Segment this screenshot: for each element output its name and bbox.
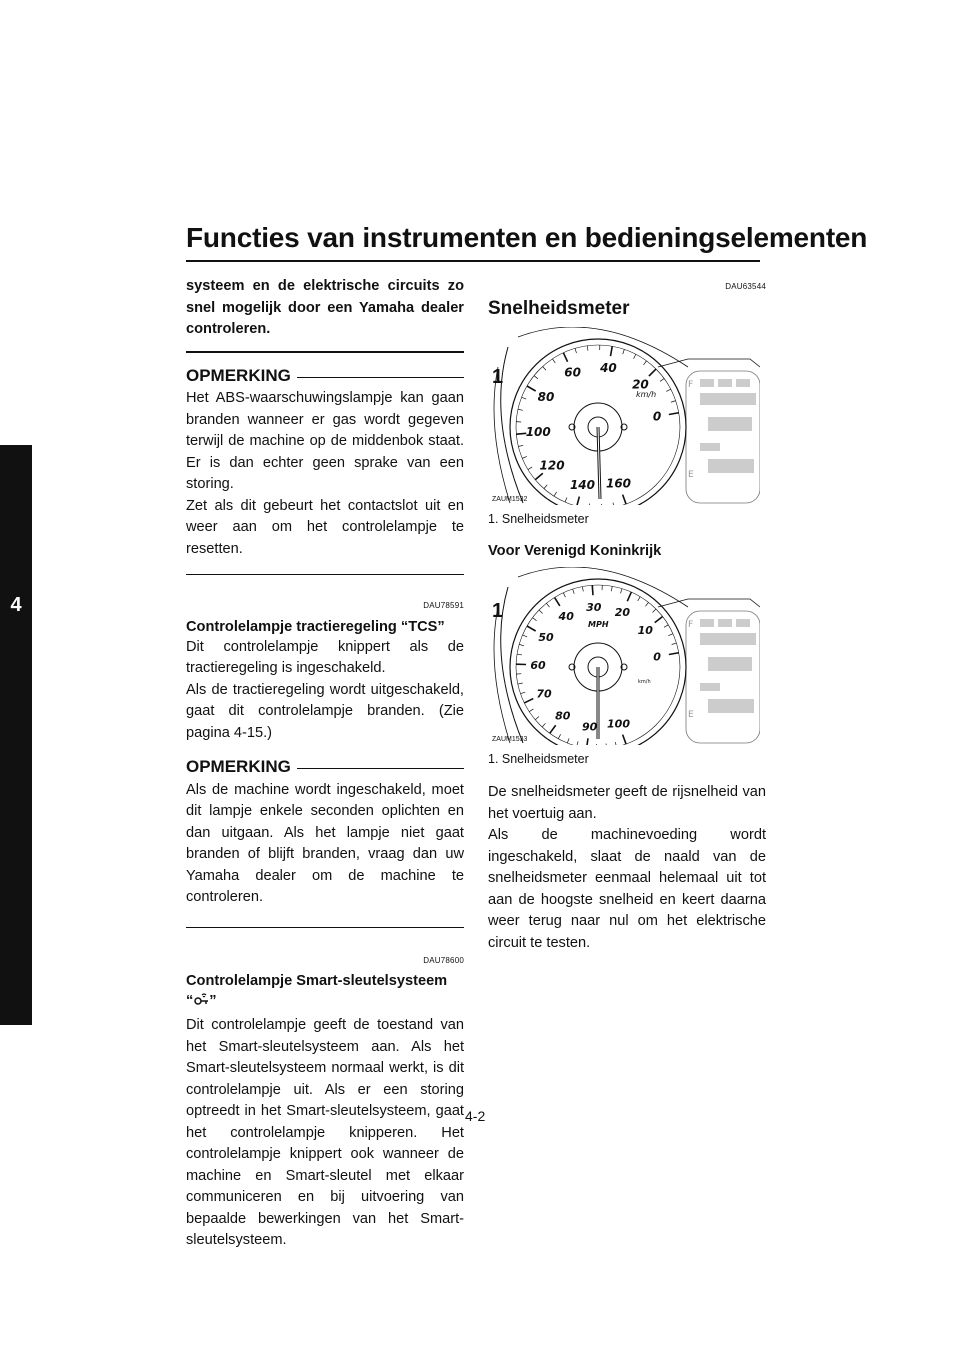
gauge-minor-tick — [542, 723, 545, 727]
gauge-minor-tick — [522, 456, 527, 458]
gauge-minor-tick — [518, 445, 523, 446]
gauge-major-tick — [535, 473, 543, 479]
speedometer-kmh-illustration — [488, 327, 760, 505]
note-heading: OPMERKING — [186, 365, 464, 387]
gauge-minor-tick — [529, 708, 533, 711]
gauge-minor-tick — [554, 492, 557, 496]
doc-code: DAU78600 — [423, 955, 464, 965]
gauge-minor-tick — [539, 610, 543, 613]
chapter-tab — [0, 445, 32, 1025]
chapter-number: 4 — [10, 594, 22, 616]
gauge-minor-tick — [664, 624, 668, 627]
gauge-major-tick — [611, 346, 613, 356]
figure-ref: ZAUM1533 — [492, 735, 528, 743]
gauge-minor-tick — [543, 367, 546, 371]
left-column — [186, 276, 464, 1252]
gauge-minor-tick — [573, 589, 575, 594]
gauge-major-tick — [527, 386, 536, 391]
svg-text:F: F — [688, 380, 694, 390]
gauge-minor-tick — [518, 409, 523, 410]
speedometer-mph-illustration — [488, 567, 760, 745]
gauge-minor-tick — [544, 485, 547, 489]
gauge-major-tick — [563, 353, 567, 362]
gauge-minor-tick — [660, 379, 664, 382]
gauge-major-tick — [524, 698, 533, 702]
gauge-minor-tick — [589, 504, 590, 505]
gauge-major-tick — [669, 413, 679, 415]
speed-unit-label: km/h — [636, 390, 657, 399]
doc-code: DAU63544 — [725, 282, 766, 291]
doc-code: DAU78591 — [423, 601, 464, 610]
page-header-title: Functies van instrumenten en bedieningselementen — [186, 222, 868, 253]
note-end-rule — [186, 574, 464, 575]
speedometer-heading: Snelheidsmeter — [488, 297, 630, 319]
speedometer-figure-kmh — [488, 327, 760, 505]
gauge-minor-tick — [534, 376, 538, 379]
right-column — [488, 276, 766, 954]
gauge-speed-label: 20 — [632, 377, 649, 392]
gauge-minor-tick — [615, 742, 616, 745]
gauge-minor-tick — [575, 348, 576, 353]
gauge-major-tick — [527, 626, 536, 631]
figure-caption: 1. Snelheidsmeter — [488, 512, 589, 526]
gauge-minor-tick — [522, 397, 527, 399]
gauge-minor-tick — [552, 359, 555, 363]
gauge-minor-tick — [519, 644, 524, 645]
gauge-speed-label: 120 — [539, 458, 565, 473]
gauge-speed-label: 50 — [538, 630, 554, 644]
gauge-minor-tick — [613, 503, 614, 505]
intro-warning-text: systeem en de elektrische circuits zo snel mogelijk door een Yamaha dealer controleren. — [186, 278, 464, 337]
gauge-minor-tick — [621, 588, 622, 593]
speed-unit-label: MPH — [588, 619, 609, 629]
gauge-minor-tick — [606, 743, 607, 744]
section-rule — [186, 351, 464, 353]
gauge-speed-label: 100 — [607, 716, 631, 730]
uk-heading: Voor Verenigd Koninkrijk — [488, 542, 662, 559]
gauge-speed-label: 80 — [537, 390, 555, 404]
gauge-minor-tick — [546, 603, 549, 607]
gauge-minor-tick — [672, 643, 677, 644]
gauge-minor-tick — [652, 609, 656, 613]
gauge-minor-tick — [645, 602, 648, 606]
gauge-speed-label: 40 — [558, 609, 574, 623]
header-rule — [186, 260, 760, 262]
gauge-minor-tick — [577, 741, 578, 745]
gauge-minor-tick — [565, 497, 567, 502]
gauge-speed-label: 30 — [586, 600, 602, 614]
gauge-minor-tick — [582, 586, 583, 591]
speedometer-paragraph-2: Als de machinevoeding wordt ingeschakeld, slaat de naald van de snelheidsmeter eenmaal helemaal uit tot aan de hoogste snelheid en keert daarna weer terug naar nul om het elektrische circuit te testen. — [488, 827, 766, 951]
gauge-major-tick — [627, 592, 631, 601]
svg-text:F: F — [688, 619, 694, 630]
note1-paragraph-2: Zet als dit gebeurt het contactslot uit en weer aan om het controlelampje te resetten. — [186, 497, 464, 557]
gauge-speed-label: 0 — [653, 650, 661, 664]
note-heading: OPMERKING — [186, 756, 464, 778]
smart-key-icon — [193, 993, 209, 1007]
gauge-major-tick — [623, 734, 626, 743]
page-number: 4-2 — [465, 1108, 486, 1124]
gauge-minor-tick — [533, 617, 537, 620]
gauge-speed-label: 100 — [525, 425, 551, 440]
svg-text:E: E — [688, 709, 694, 720]
speedometer-figure-mph — [488, 567, 760, 745]
gauge-minor-tick — [518, 683, 523, 684]
figure-ref: ZAUM1532 — [492, 496, 528, 503]
tcs-heading: Controlelampje tractieregeling “TCS” — [186, 618, 445, 635]
gauge-speed-label: 20 — [614, 605, 631, 619]
gauge-minor-tick — [523, 634, 528, 636]
gauge-major-tick — [649, 369, 656, 376]
gauge-speed-label: 80 — [555, 709, 571, 723]
gauge-minor-tick — [611, 586, 612, 591]
gauge-minor-tick — [567, 738, 569, 743]
tcs-paragraph-1: Dit controlelampje knippert als de tractieregeling is ingeschakeld. — [186, 638, 464, 676]
note1-paragraph-1: Het ABS-waarschuwingslampje kan gaan branden wanneer er gas wordt gegeven terwijl de machine op de middenbok staat. Er is dan echter geen sprake van een storing. — [186, 390, 464, 492]
gauge-minor-tick — [666, 389, 670, 391]
note2-paragraph-1: Als de machine wordt ingeschakeld, moet dit lampje enkele seconden oplichten en dan uitgaan. Als het lampje niet gaat branden of blijft branden, vraag dan uw Yamaha dealer om de machine te controleren. — [186, 781, 464, 905]
gauge-major-tick — [623, 495, 626, 504]
smart-key-heading: Controlelampje Smart-sleutelsysteem “ ” — [186, 973, 448, 1009]
figure-callout-number: 1 — [492, 599, 504, 622]
gauge-minor-tick — [671, 401, 676, 403]
gauge-speed-label: 70 — [536, 686, 552, 700]
gauge-minor-tick — [644, 361, 647, 365]
gauge-minor-tick — [668, 633, 673, 635]
note-end-rule — [186, 927, 464, 928]
gauge-minor-tick — [535, 716, 539, 719]
gauge-minor-tick — [587, 346, 588, 351]
gauge-major-tick — [655, 616, 663, 622]
gauge-major-tick — [577, 497, 580, 505]
gauge-speed-label: 90 — [581, 719, 598, 733]
gauge-minor-tick — [517, 654, 522, 655]
gauge-minor-tick — [528, 467, 532, 470]
gauge-speed-label: 160 — [605, 476, 632, 491]
figure-callout-number: 1 — [492, 366, 504, 388]
speedometer-paragraph-1: De snelheidsmeter geeft de rijsnelheid van het voertuig aan. — [488, 784, 766, 822]
gauge-speed-label: 140 — [569, 477, 596, 492]
gauge-major-tick — [669, 652, 679, 654]
svg-text:E: E — [688, 470, 694, 480]
gauge-minor-tick — [558, 734, 560, 738]
gauge-minor-tick — [634, 354, 636, 358]
gauge-minor-tick — [623, 349, 625, 354]
gauge-speed-label: 60 — [564, 365, 581, 380]
gauge-major-tick — [587, 738, 588, 745]
gauge-speed-label: 10 — [637, 623, 653, 637]
smart-key-paragraph: Dit controlelampje geeft de toestand van het Smart-sleutelsysteem aan. Als het Smart-sleutelsysteem normaal werkt, is dit controlelampje uit. Als er een storing optreedt in het Smart-sleutelsysteem, gaat het controlelampje knipperen. Het controlelampje knippert ook wanneer de machine en Smart-sleutel met elkaar communiceren en bij uitvoering van bepaalde bewerkingen van het Smart-sleutelsysteem. — [186, 1017, 464, 1248]
gauge-major-tick — [592, 585, 593, 595]
gauge-speed-label: 60 — [530, 658, 546, 672]
gauge-minor-tick — [520, 692, 525, 694]
gauge-speed-label: 40 — [600, 360, 617, 375]
gauge-minor-tick — [563, 592, 565, 597]
figure-caption: 1. Snelheidsmeter — [488, 751, 589, 766]
gauge-minor-tick — [638, 596, 641, 600]
gauge-major-tick — [550, 725, 556, 733]
gauge-major-tick — [555, 597, 560, 605]
tcs-paragraph-2: Als de tractieregeling wordt uitgeschakeld, gaat dit controlelampje branden. (Zie pagina 4-15.) — [186, 681, 464, 741]
speed-unit-label-secondary: km/h — [638, 678, 651, 685]
gauge-speed-label: 0 — [652, 409, 662, 424]
